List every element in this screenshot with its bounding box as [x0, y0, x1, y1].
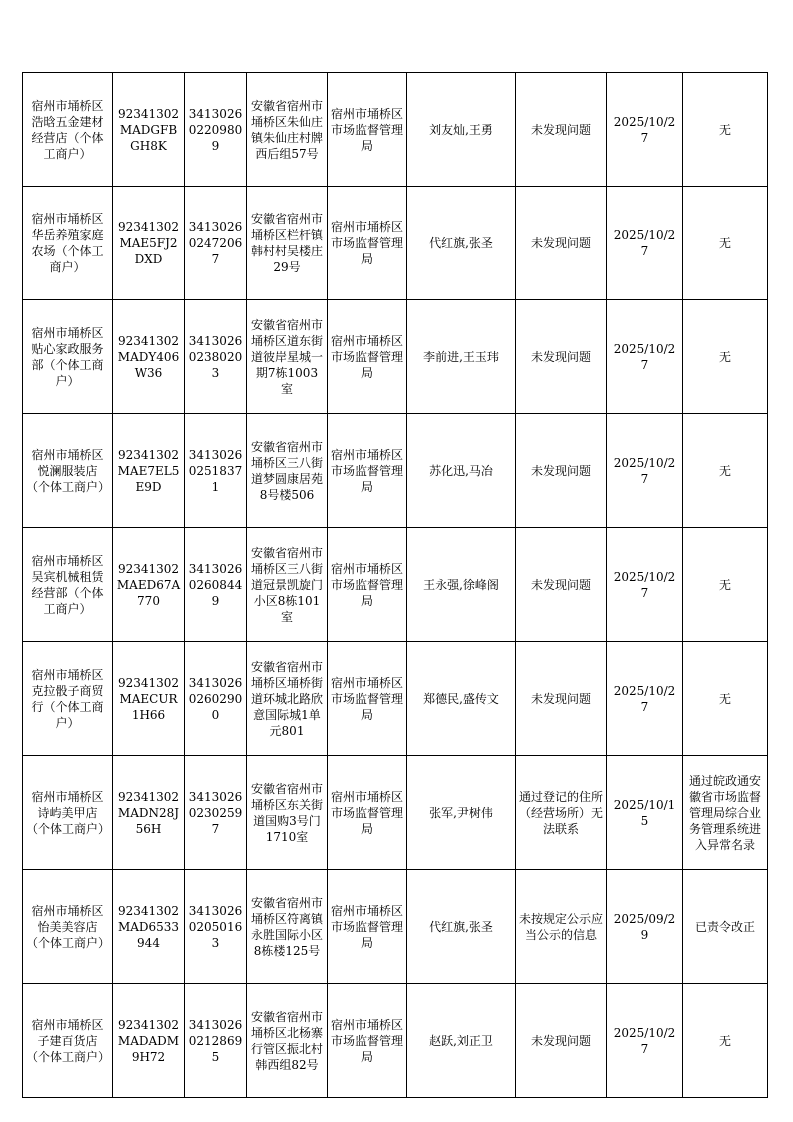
authority-cell: 宿州市埇桥区市场监督管理局: [328, 756, 407, 870]
table-row: [23, 187, 768, 300]
handling-cell: 无: [683, 642, 768, 756]
address-cell: 安徽省宿州市埇桥区符离镇永胜国际小区8栋楼125号: [247, 870, 328, 984]
registration-number-cell: 341302602602900: [185, 642, 247, 756]
business-name-cell: 宿州市埇桥区克拉骰子商贸行（个体工商户）: [23, 642, 113, 756]
registration-number-cell: 341302602518371: [185, 414, 247, 528]
address-cell: 安徽省宿州市埇桥区北杨寨行管区振北村韩西组82号: [247, 984, 328, 1098]
date-cell: 2025/10/27: [607, 414, 683, 528]
inspectors-cell: 刘友灿,王勇: [407, 73, 516, 187]
address-cell: 安徽省宿州市埇桥区三八街道冠景凯旋门小区8栋101室: [247, 528, 328, 642]
registration-number-cell: 341302602128695: [185, 984, 247, 1098]
inspectors-cell: 李前进,王玉玮: [407, 300, 516, 414]
authority-cell: 宿州市埇桥区市场监督管理局: [328, 642, 407, 756]
address-cell: 安徽省宿州市埇桥区道东街道彼岸星城一期7栋1003室: [247, 300, 328, 414]
inspectors-cell: 郑德民,盛传文: [407, 642, 516, 756]
table-row: [23, 414, 768, 528]
table-row: [23, 984, 768, 1098]
authority-cell: 宿州市埇桥区市场监督管理局: [328, 300, 407, 414]
registration-number-cell: 341302602050163: [185, 870, 247, 984]
address-cell: 安徽省宿州市埇桥区埇桥街道环城北路欣意国际城1单元801: [247, 642, 328, 756]
result-cell: 未发现问题: [516, 642, 607, 756]
inspectors-cell: 代红旗,张圣: [407, 187, 516, 300]
business-name-cell: 宿州市埇桥区悦澜服装店（个体工商户）: [23, 414, 113, 528]
table-row: [23, 756, 768, 870]
inspectors-cell: 张军,尹树伟: [407, 756, 516, 870]
inspectors-cell: 王永强,徐峰阁: [407, 528, 516, 642]
table-row: [23, 528, 768, 642]
address-cell: 安徽省宿州市埇桥区栏杆镇韩村村吴楼庄29号: [247, 187, 328, 300]
business-name-cell: 宿州市埇桥区子建百货店（个体工商户）: [23, 984, 113, 1098]
handling-cell: 无: [683, 984, 768, 1098]
credit-code-cell: 92341302MAE7EL5E9D: [113, 414, 185, 528]
business-name-cell: 宿州市埇桥区吴宾机械租赁经营部（个体工商户）: [23, 528, 113, 642]
registration-number-cell: 341302602608449: [185, 528, 247, 642]
registration-number-cell: 341302602302597: [185, 756, 247, 870]
inspectors-cell: 苏化迅,马冶: [407, 414, 516, 528]
result-cell: 未发现问题: [516, 73, 607, 187]
result-cell: 未发现问题: [516, 300, 607, 414]
business-name-cell: 宿州市埇桥区贴心家政服务部（个体工商户）: [23, 300, 113, 414]
date-cell: 2025/10/27: [607, 73, 683, 187]
table-row: [23, 73, 768, 187]
registration-number-cell: 341302602209809: [185, 73, 247, 187]
result-cell: 未按规定公示应当公示的信息: [516, 870, 607, 984]
inspection-table: [22, 72, 768, 1098]
authority-cell: 宿州市埇桥区市场监督管理局: [328, 870, 407, 984]
address-cell: 安徽省宿州市埇桥区朱仙庄镇朱仙庄村牌西后组57号: [247, 73, 328, 187]
table-row: [23, 300, 768, 414]
inspectors-cell: 代红旗,张圣: [407, 870, 516, 984]
credit-code-cell: 92341302MAD6533944: [113, 870, 185, 984]
business-name-cell: 宿州市埇桥区怡美美容店（个体工商户）: [23, 870, 113, 984]
handling-cell: 无: [683, 73, 768, 187]
date-cell: 2025/10/27: [607, 187, 683, 300]
result-cell: 未发现问题: [516, 528, 607, 642]
date-cell: 2025/10/27: [607, 984, 683, 1098]
business-name-cell: 宿州市埇桥区诗屿美甲店（个体工商户）: [23, 756, 113, 870]
credit-code-cell: 92341302MADGFBGH8K: [113, 73, 185, 187]
handling-cell: 无: [683, 187, 768, 300]
handling-cell: 无: [683, 528, 768, 642]
result-cell: 未发现问题: [516, 414, 607, 528]
table-row: [23, 642, 768, 756]
credit-code-cell: 92341302MAECUR1H66: [113, 642, 185, 756]
authority-cell: 宿州市埇桥区市场监督管理局: [328, 414, 407, 528]
table-row: [23, 870, 768, 984]
authority-cell: 宿州市埇桥区市场监督管理局: [328, 187, 407, 300]
address-cell: 安徽省宿州市埇桥区三八街道梦圆康居苑8号楼506: [247, 414, 328, 528]
date-cell: 2025/10/27: [607, 642, 683, 756]
authority-cell: 宿州市埇桥区市场监督管理局: [328, 984, 407, 1098]
credit-code-cell: 92341302MADADM9H72: [113, 984, 185, 1098]
address-cell: 安徽省宿州市埇桥区东关街道国购3号门1710室: [247, 756, 328, 870]
credit-code-cell: 92341302MADY406W36: [113, 300, 185, 414]
date-cell: 2025/09/29: [607, 870, 683, 984]
credit-code-cell: 92341302MADN28J56H: [113, 756, 185, 870]
registration-number-cell: 341302602472067: [185, 187, 247, 300]
date-cell: 2025/10/27: [607, 300, 683, 414]
business-name-cell: 宿州市埇桥区华岳养殖家庭农场（个体工商户）: [23, 187, 113, 300]
credit-code-cell: 92341302MAE5FJ2DXD: [113, 187, 185, 300]
business-name-cell: 宿州市埇桥区浩晗五金建材经营店（个体工商户）: [23, 73, 113, 187]
credit-code-cell: 92341302MAED67A770: [113, 528, 185, 642]
handling-cell: 无: [683, 414, 768, 528]
handling-cell: 已责令改正: [683, 870, 768, 984]
handling-cell: 无: [683, 300, 768, 414]
result-cell: 未发现问题: [516, 984, 607, 1098]
table-body: [23, 73, 768, 1098]
authority-cell: 宿州市埇桥区市场监督管理局: [328, 528, 407, 642]
authority-cell: 宿州市埇桥区市场监督管理局: [328, 73, 407, 187]
registration-number-cell: 341302602380203: [185, 300, 247, 414]
handling-cell: 通过皖政通安徽省市场监督管理局综合业务管理系统进入异常名录: [683, 756, 768, 870]
result-cell: 通过登记的住所（经营场所）无法联系: [516, 756, 607, 870]
inspectors-cell: 赵跃,刘正卫: [407, 984, 516, 1098]
date-cell: 2025/10/15: [607, 756, 683, 870]
result-cell: 未发现问题: [516, 187, 607, 300]
date-cell: 2025/10/27: [607, 528, 683, 642]
